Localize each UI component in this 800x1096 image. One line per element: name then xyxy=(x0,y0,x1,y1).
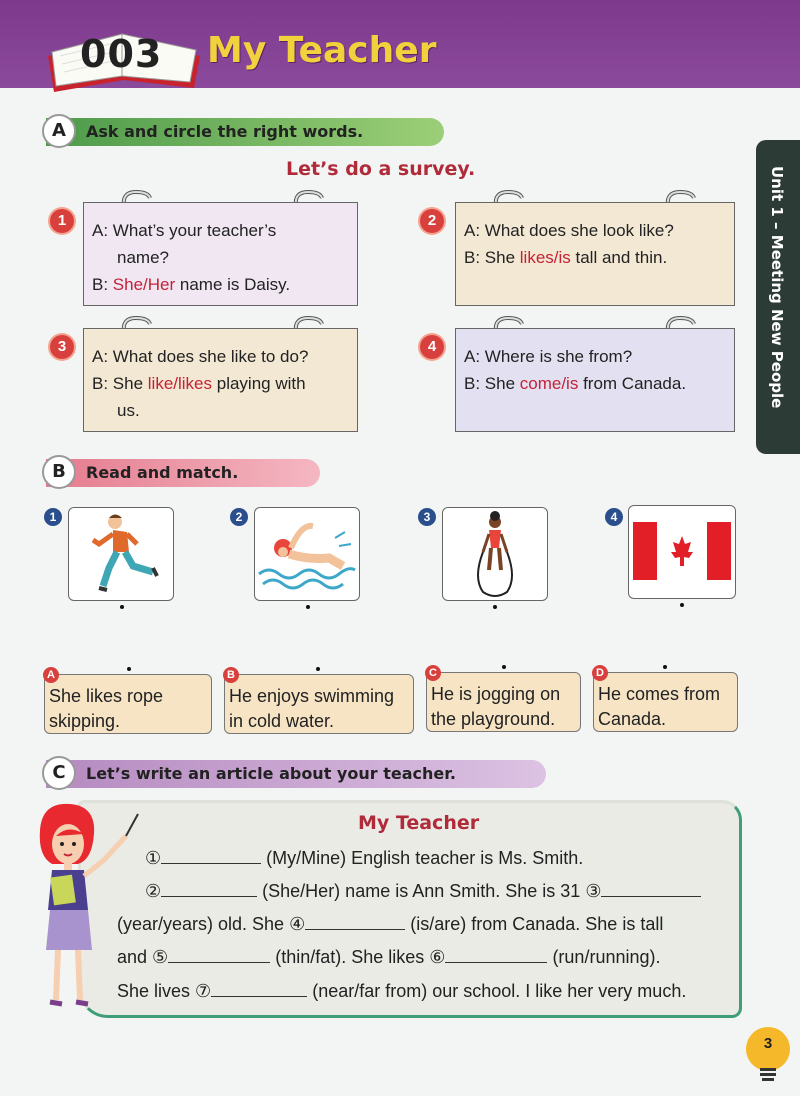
blank-number-6: ⑥ xyxy=(429,947,446,967)
card-1-answer-prefix: B: xyxy=(92,275,113,294)
card-3-answer-prefix: B: She xyxy=(92,374,148,393)
card-1-choice[interactable]: She/Her xyxy=(112,275,176,294)
blank-5[interactable] xyxy=(168,945,270,963)
page-title: My Teacher xyxy=(207,30,437,71)
rope-skipping-person-icon xyxy=(443,508,547,600)
article-line-3 xyxy=(117,912,663,935)
sentence-d-letter: D xyxy=(592,665,608,681)
sentence-c-letter: C xyxy=(425,665,441,681)
blank-4[interactable] xyxy=(305,912,405,930)
card-2-line-2 xyxy=(464,244,726,271)
blank-number-4: ④ xyxy=(289,914,306,934)
card-2-line-1: A: What does she look like? xyxy=(464,221,674,240)
section-b-instruction: Read and match. xyxy=(86,463,239,482)
survey-subtitle: Let’s do a survey. xyxy=(286,158,476,180)
section-c-letter: C xyxy=(42,756,76,790)
article-line-4 xyxy=(117,945,661,968)
match-dot[interactable] xyxy=(316,667,320,671)
unit-side-tab-label: Unit 1 – Meeting New People xyxy=(768,166,786,409)
card-3-answer-suffix: playing with xyxy=(212,374,306,393)
survey-card-1 xyxy=(83,202,358,306)
article-line-4-text: (thin/fat). She likes xyxy=(275,947,430,967)
jogging-person-icon xyxy=(69,508,173,600)
card-1-line-3 xyxy=(92,271,349,298)
card-number-1: 1 xyxy=(50,209,74,233)
sentence-b-letter: B xyxy=(223,667,239,683)
section-a-letter: A xyxy=(42,114,76,148)
card-3-line-2 xyxy=(92,370,349,397)
card-1-line-2: name? xyxy=(117,248,169,267)
blank-number-2: ② xyxy=(145,881,162,901)
sentence-b-line-1: He enjoys swimming xyxy=(229,686,395,706)
match-dot[interactable] xyxy=(493,605,497,609)
picture-4 xyxy=(628,505,736,599)
article-line-2-text: (She/Her) name is Ann Smith. She is 31 xyxy=(262,881,586,901)
match-dot[interactable] xyxy=(663,665,667,669)
page-number-badge xyxy=(746,1027,790,1071)
card-4-line-1: A: Where is she from? xyxy=(464,347,633,366)
card-3-line-1: A: What does she like to do? xyxy=(92,347,309,366)
survey-card-4 xyxy=(455,328,735,432)
blank-2[interactable] xyxy=(161,879,257,897)
card-number-2: 2 xyxy=(420,209,444,233)
section-a-header xyxy=(46,118,444,146)
match-dot[interactable] xyxy=(680,603,684,607)
blank-1[interactable] xyxy=(161,846,261,864)
card-1-answer-suffix: name is Daisy. xyxy=(175,275,291,294)
card-2-answer-prefix: B: She xyxy=(464,248,520,267)
canada-flag-icon xyxy=(629,506,735,598)
survey-card-3 xyxy=(83,328,358,432)
article-line-5 xyxy=(117,979,686,1002)
article-line-1-text: (My/Mine) English teacher is Ms. Smith. xyxy=(266,848,584,868)
match-dot[interactable] xyxy=(306,605,310,609)
sentence-a-line-2: skipping. xyxy=(49,711,121,731)
article-line-3-start: (year/years) old. She xyxy=(117,914,290,934)
picture-2 xyxy=(254,507,360,601)
sentence-c-line-1: He is jogging on xyxy=(431,684,561,704)
picture-number-2: 2 xyxy=(230,508,248,526)
sentence-b-line-2: in cold water. xyxy=(229,711,335,731)
picture-1 xyxy=(68,507,174,601)
section-b-letter: B xyxy=(42,455,76,489)
card-2-choice[interactable]: likes/is xyxy=(519,248,571,267)
card-number-3: 3 xyxy=(50,335,74,359)
section-a-instruction: Ask and circle the right words. xyxy=(86,122,364,141)
lightbulb-base-icon xyxy=(759,1067,777,1083)
page-number: 3 xyxy=(763,1035,773,1052)
section-b-header xyxy=(46,459,320,487)
blank-number-3: ③ xyxy=(585,881,602,901)
sentence-d-line-1: He comes from xyxy=(598,684,721,704)
article-line-5-start: She lives xyxy=(117,981,196,1001)
picture-number-4: 4 xyxy=(605,508,623,526)
article-line-4-start: and xyxy=(117,947,153,967)
article-line-5-text: (near/far from) our school. I like her very much. xyxy=(312,981,687,1001)
article-line-2 xyxy=(145,879,701,902)
unit-side-tab xyxy=(756,140,800,454)
sentence-c xyxy=(426,667,581,732)
sentence-d-line-2: Canada. xyxy=(598,709,667,729)
match-dot[interactable] xyxy=(120,605,124,609)
sentence-d xyxy=(593,667,738,732)
card-3-line-3: us. xyxy=(117,401,140,420)
picture-number-3: 3 xyxy=(418,508,436,526)
blank-number-1: ① xyxy=(145,848,162,868)
blank-number-5: ⑤ xyxy=(152,947,169,967)
card-4-answer-suffix: from Canada. xyxy=(578,374,687,393)
article-line-3-text: (is/are) from Canada. She is tall xyxy=(410,914,664,934)
lesson-number: 003 xyxy=(80,32,163,76)
card-4-answer-prefix: B: She xyxy=(464,374,520,393)
article-line-4-end: (run/running). xyxy=(552,947,661,967)
teacher-illustration-icon xyxy=(30,800,140,1018)
section-c-instruction: Let’s write an article about your teacher. xyxy=(86,764,456,783)
picture-3 xyxy=(442,507,548,601)
match-dot[interactable] xyxy=(502,665,506,669)
sentence-b xyxy=(224,669,414,734)
card-4-line-2 xyxy=(464,370,726,397)
swimming-person-icon xyxy=(255,508,359,600)
match-dot[interactable] xyxy=(127,667,131,671)
survey-card-2 xyxy=(455,202,735,306)
card-number-4: 4 xyxy=(420,335,444,359)
article-title: My Teacher xyxy=(358,812,480,834)
blank-3[interactable] xyxy=(601,879,701,897)
blank-number-7: ⑦ xyxy=(195,981,212,1001)
article-line-1 xyxy=(145,846,583,869)
section-c-header xyxy=(46,760,546,788)
blank-7[interactable] xyxy=(211,979,307,997)
card-4-choice[interactable]: come/is xyxy=(519,374,579,393)
sentence-a xyxy=(44,669,212,734)
sentence-a-letter: A xyxy=(43,667,59,683)
sentence-c-line-2: the playground. xyxy=(431,709,556,729)
blank-6[interactable] xyxy=(445,945,547,963)
card-2-answer-suffix: tall and thin. xyxy=(570,248,668,267)
picture-number-1: 1 xyxy=(44,508,62,526)
card-3-choice[interactable]: like/likes xyxy=(147,374,213,393)
sentence-a-line-1: She likes rope xyxy=(49,686,164,706)
card-1-line-1: A: What’s your teacher’s xyxy=(92,221,277,240)
